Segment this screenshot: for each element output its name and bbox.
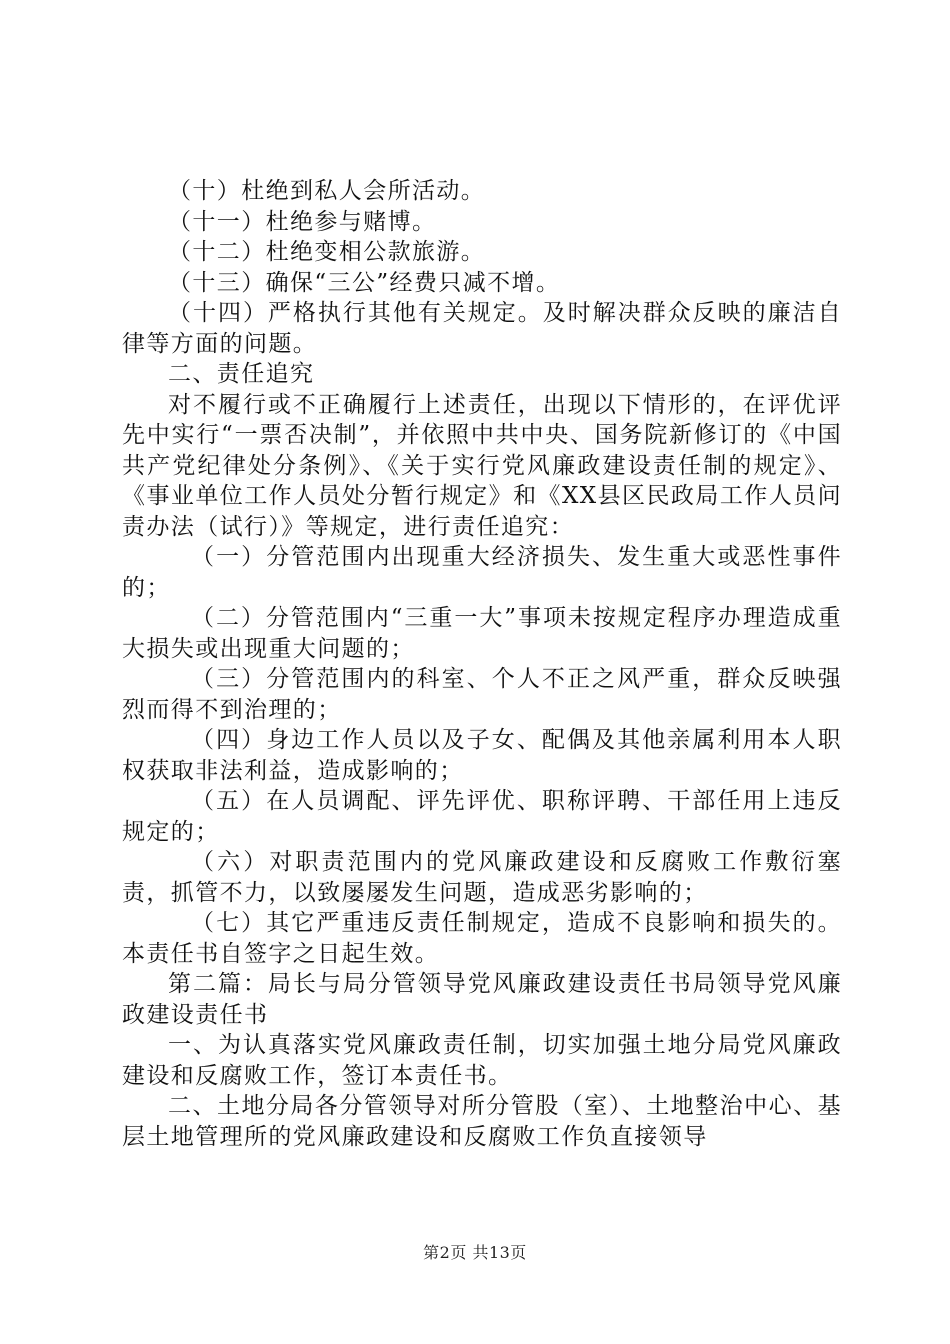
paragraph-part-two-1: 一、为认真落实党风廉政责任制，切实加强土地分局党风廉政建设和反腐败工作，签订本责任书。 <box>122 1032 842 1089</box>
page-number: 第2页 共13页 <box>423 1243 527 1262</box>
paragraph-case-4: （四）身边工作人员以及子女、配偶及其他亲属利用本人职权获取非法利益，造成影响的； <box>122 727 842 784</box>
paragraph-part-two-2: 二、土地分局各分管领导对所分管股（室）、土地整治中心、基层土地管理所的党风廉政建设和反腐败工作负直接领导 <box>122 1093 842 1150</box>
paragraph-item-10: （十）杜绝到私人会所活动。 <box>168 178 486 204</box>
paragraph-case-5: （五）在人员调配、评先评优、职称评聘、干部任用上违反规定的； <box>122 788 842 845</box>
paragraph-case-7: （七）其它严重违反责任制规定，造成不良影响和损失的。本责任书自签字之日起生效。 <box>122 910 842 967</box>
paragraph-case-6: （六）对职责范围内的党风廉政建设和反腐败工作敷衍塞责，抓管不力，以致屡屡发生问题，造成恶劣影响的； <box>122 849 842 906</box>
paragraph-case-2: （二）分管范围内“三重一大”事项未按规定程序办理造成重大损失或出现重大问题的； <box>122 605 842 662</box>
paragraph-item-12: （十二）杜绝变相公款旅游。 <box>168 239 486 265</box>
section-heading-part-two: 第二篇：局长与局分管领导党风廉政建设责任书局领导党风廉政建设责任书 <box>122 971 842 1028</box>
paragraph-item-14: （十四）严格执行其他有关规定。及时解决群众反映的廉洁自律等方面的问题。 <box>122 300 842 357</box>
paragraph-case-1: （一）分管范围内出现重大经济损失、发生重大或恶性事件的； <box>122 544 842 601</box>
paragraph-accountability-intro: 对不履行或不正确履行上述责任，出现以下情形的，在评优评先中实行“一票否决制”，并依照中共中央、国务院新修订的《中国共产党纪律处分条例》、《关于实行党风廉政建设责任制的规定》、《事业单位工作人员处分暂行规定》和《XX县区民政局工作人员问责办法（试行）》等规定，进行责任追究： <box>122 391 842 540</box>
paragraph-case-3: （三）分管范围内的科室、个人不正之风严重，群众反映强烈而得不到治理的； <box>122 666 842 723</box>
paragraph-item-11: （十一）杜绝参与赌博。 <box>168 208 437 235</box>
paragraph-item-13: （十三）确保“三公”经费只减不增。 <box>168 269 561 296</box>
section-heading-responsibility: 二、责任追究 <box>168 361 315 387</box>
page-footer <box>0 1240 950 1263</box>
document-body <box>122 176 842 1152</box>
